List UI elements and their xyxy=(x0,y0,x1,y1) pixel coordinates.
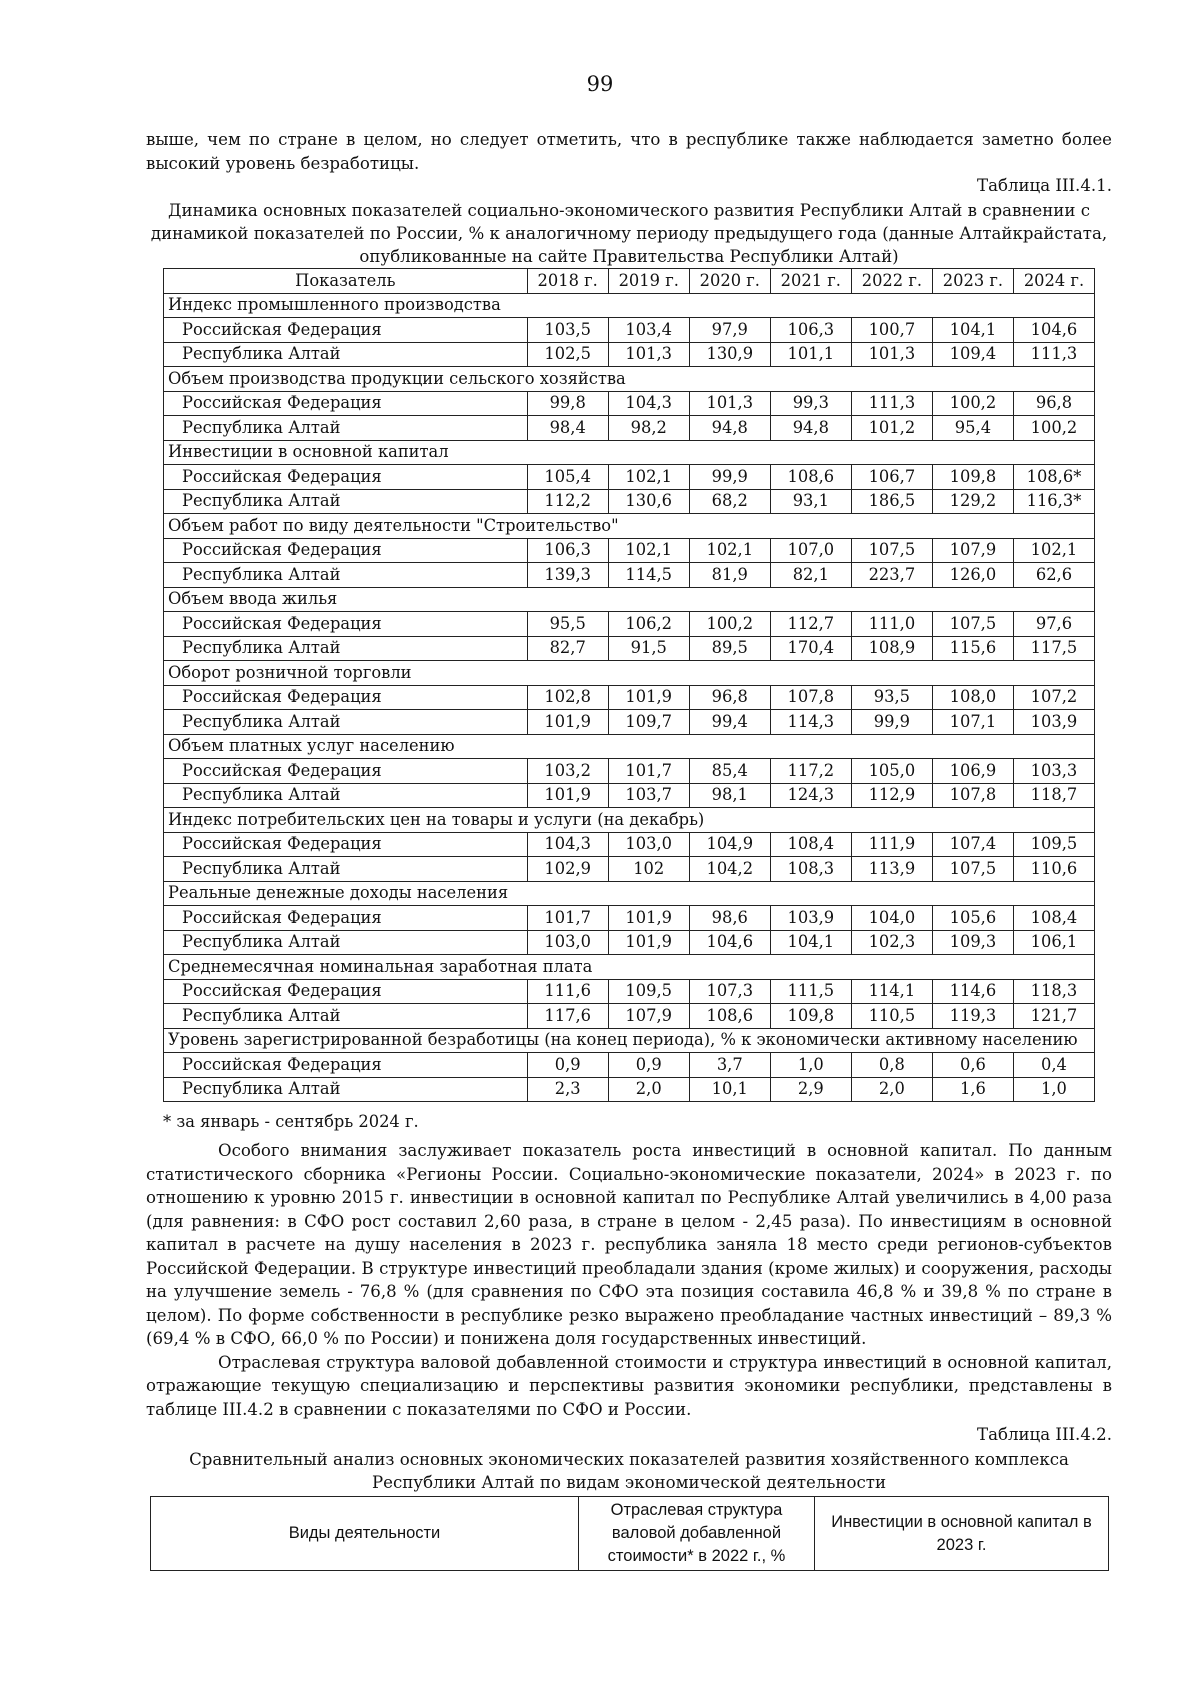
value-cell: 101,1 xyxy=(770,342,851,367)
region-label: Российская Федерация xyxy=(164,465,528,490)
value-cell: 104,6 xyxy=(1013,318,1094,343)
value-cell: 108,4 xyxy=(770,832,851,857)
value-cell: 186,5 xyxy=(851,489,932,514)
region-label: Республика Алтай xyxy=(164,416,528,441)
value-cell: 94,8 xyxy=(689,416,770,441)
value-cell: 104,1 xyxy=(932,318,1013,343)
table2-header-row xyxy=(151,1497,1109,1571)
table-row xyxy=(164,783,1095,808)
value-cell: 0,6 xyxy=(932,1053,1013,1078)
paragraph: Отраслевая структура валовой добавленной стоимости и структура инвестиций в основной капитал, отражающие текущую специализацию и перспективы развития экономики республики, представлены в таблице III.4.2 в сравнении с показателями по СФО и России. xyxy=(146,1352,1112,1419)
value-cell: 107,8 xyxy=(932,783,1013,808)
value-cell: 107,9 xyxy=(608,1004,689,1029)
region-label: Российская Федерация xyxy=(164,391,528,416)
table1-title: Динамика основных показателей социально-экономического развития Республики Алтай в сравнении с динамикой показателей по России, % к аналогичному периоду предыдущего года (данные Алтайкрайстата, опубликованные на сайте Правительства Республики Алтай) xyxy=(150,201,1108,266)
value-cell: 111,5 xyxy=(770,979,851,1004)
value-cell: 93,1 xyxy=(770,489,851,514)
table1-group-row xyxy=(164,661,1095,686)
value-cell: 113,9 xyxy=(851,857,932,882)
value-cell: 102,9 xyxy=(527,857,608,882)
value-cell: 101,9 xyxy=(527,783,608,808)
value-cell: 98,4 xyxy=(527,416,608,441)
region-label: Российская Федерация xyxy=(164,612,528,637)
value-cell: 103,3 xyxy=(1013,759,1094,784)
value-cell: 110,6 xyxy=(1013,857,1094,882)
value-cell: 100,7 xyxy=(851,318,932,343)
value-cell: 96,8 xyxy=(689,685,770,710)
table-row xyxy=(164,563,1095,588)
value-cell: 109,4 xyxy=(932,342,1013,367)
table1-group-row xyxy=(164,293,1095,318)
value-cell: 117,2 xyxy=(770,759,851,784)
region-label: Республика Алтай xyxy=(164,710,528,735)
table-row xyxy=(164,465,1095,490)
value-cell: 114,1 xyxy=(851,979,932,1004)
table-row xyxy=(164,685,1095,710)
value-cell: 108,6 xyxy=(689,1004,770,1029)
value-cell: 108,3 xyxy=(770,857,851,882)
value-cell: 3,7 xyxy=(689,1053,770,1078)
value-cell: 107,3 xyxy=(689,979,770,1004)
indicator-group-label: Инвестиции в основной капитал xyxy=(164,440,1095,465)
table-row xyxy=(164,979,1095,1004)
header-cell: 2019 г. xyxy=(608,269,689,294)
header-cell: 2020 г. xyxy=(689,269,770,294)
value-cell: 91,5 xyxy=(608,636,689,661)
table-row xyxy=(164,1004,1095,1029)
value-cell: 104,3 xyxy=(608,391,689,416)
value-cell: 98,1 xyxy=(689,783,770,808)
value-cell: 103,9 xyxy=(1013,710,1094,735)
value-cell: 129,2 xyxy=(932,489,1013,514)
value-cell: 126,0 xyxy=(932,563,1013,588)
indicator-group-label: Объем производства продукции сельского хозяйства xyxy=(164,367,1095,392)
value-cell: 124,3 xyxy=(770,783,851,808)
value-cell: 107,5 xyxy=(851,538,932,563)
table1-footnote: * за январь - сентябрь 2024 г. xyxy=(163,1112,419,1131)
table-row xyxy=(164,857,1095,882)
value-cell: 0,4 xyxy=(1013,1053,1094,1078)
value-cell: 62,6 xyxy=(1013,563,1094,588)
table-row xyxy=(164,318,1095,343)
header-cell: Виды деятельности xyxy=(151,1497,579,1571)
table-row xyxy=(164,930,1095,955)
table1-group-row xyxy=(164,734,1095,759)
value-cell: 106,3 xyxy=(527,538,608,563)
value-cell: 82,1 xyxy=(770,563,851,588)
value-cell: 111,9 xyxy=(851,832,932,857)
value-cell: 104,9 xyxy=(689,832,770,857)
value-cell: 170,4 xyxy=(770,636,851,661)
value-cell: 130,9 xyxy=(689,342,770,367)
value-cell: 68,2 xyxy=(689,489,770,514)
value-cell: 102,8 xyxy=(527,685,608,710)
value-cell: 96,8 xyxy=(1013,391,1094,416)
intro-paragraph: выше, чем по стране в целом, но следует отметить, что в республике также наблюдается заметно более высокий уровень безработицы. xyxy=(146,130,1112,173)
page-number: 99 xyxy=(586,72,614,96)
value-cell: 103,5 xyxy=(527,318,608,343)
value-cell: 112,2 xyxy=(527,489,608,514)
region-label: Республика Алтай xyxy=(164,1004,528,1029)
value-cell: 223,7 xyxy=(851,563,932,588)
value-cell: 102 xyxy=(608,857,689,882)
value-cell: 2,0 xyxy=(608,1077,689,1102)
value-cell: 82,7 xyxy=(527,636,608,661)
value-cell: 101,3 xyxy=(689,391,770,416)
value-cell: 101,3 xyxy=(608,342,689,367)
value-cell: 107,5 xyxy=(932,857,1013,882)
table-row xyxy=(164,416,1095,441)
table-row xyxy=(164,1053,1095,1078)
value-cell: 100,2 xyxy=(1013,416,1094,441)
value-cell: 99,9 xyxy=(689,465,770,490)
value-cell: 101,3 xyxy=(851,342,932,367)
value-cell: 0,8 xyxy=(851,1053,932,1078)
value-cell: 107,4 xyxy=(932,832,1013,857)
value-cell: 119,3 xyxy=(932,1004,1013,1029)
value-cell: 103,0 xyxy=(527,930,608,955)
value-cell: 109,7 xyxy=(608,710,689,735)
value-cell: 0,9 xyxy=(527,1053,608,1078)
value-cell: 2,0 xyxy=(851,1077,932,1102)
value-cell: 107,1 xyxy=(932,710,1013,735)
value-cell: 85,4 xyxy=(689,759,770,784)
value-cell: 116,3* xyxy=(1013,489,1094,514)
value-cell: 112,9 xyxy=(851,783,932,808)
indicator-group-label: Реальные денежные доходы населения xyxy=(164,881,1095,906)
value-cell: 111,0 xyxy=(851,612,932,637)
region-label: Республика Алтай xyxy=(164,930,528,955)
header-cell: 2024 г. xyxy=(1013,269,1094,294)
table1 xyxy=(163,268,1095,1102)
value-cell: 97,6 xyxy=(1013,612,1094,637)
region-label: Российская Федерация xyxy=(164,979,528,1004)
indicator-group-label: Индекс потребительских цен на товары и услуги (на декабрь) xyxy=(164,808,1095,833)
value-cell: 104,6 xyxy=(689,930,770,955)
value-cell: 102,1 xyxy=(1013,538,1094,563)
value-cell: 106,7 xyxy=(851,465,932,490)
indicator-group-label: Объем платных услуг населению xyxy=(164,734,1095,759)
value-cell: 10,1 xyxy=(689,1077,770,1102)
value-cell: 117,5 xyxy=(1013,636,1094,661)
body-text xyxy=(146,1139,1112,1421)
value-cell: 1,0 xyxy=(1013,1077,1094,1102)
value-cell: 107,5 xyxy=(932,612,1013,637)
header-cell: 2018 г. xyxy=(527,269,608,294)
value-cell: 102,3 xyxy=(851,930,932,955)
value-cell: 112,7 xyxy=(770,612,851,637)
table1-group-row xyxy=(164,1028,1095,1053)
value-cell: 107,8 xyxy=(770,685,851,710)
value-cell: 104,0 xyxy=(851,906,932,931)
table-row xyxy=(164,832,1095,857)
value-cell: 118,3 xyxy=(1013,979,1094,1004)
table-row xyxy=(164,391,1095,416)
table-row xyxy=(164,710,1095,735)
value-cell: 102,1 xyxy=(608,538,689,563)
value-cell: 108,6* xyxy=(1013,465,1094,490)
value-cell: 104,1 xyxy=(770,930,851,955)
region-label: Республика Алтай xyxy=(164,783,528,808)
value-cell: 111,3 xyxy=(1013,342,1094,367)
value-cell: 2,9 xyxy=(770,1077,851,1102)
value-cell: 111,3 xyxy=(851,391,932,416)
value-cell: 104,2 xyxy=(689,857,770,882)
value-cell: 103,2 xyxy=(527,759,608,784)
indicator-group-label: Уровень зарегистрированной безработицы (на конец периода), % к экономически активному населению xyxy=(164,1028,1095,1053)
table2-title: Сравнительный анализ основных экономических показателей развития хозяйственного комплекса Республики Алтай по видам экономической деятельности xyxy=(189,1450,1069,1492)
value-cell: 109,5 xyxy=(1013,832,1094,857)
value-cell: 97,9 xyxy=(689,318,770,343)
value-cell: 117,6 xyxy=(527,1004,608,1029)
header-cell: 2023 г. xyxy=(932,269,1013,294)
table1-group-row xyxy=(164,367,1095,392)
region-label: Республика Алтай xyxy=(164,342,528,367)
table1-group-row xyxy=(164,955,1095,980)
table-row xyxy=(164,612,1095,637)
value-cell: 102,1 xyxy=(608,465,689,490)
table-row xyxy=(164,906,1095,931)
value-cell: 101,7 xyxy=(527,906,608,931)
value-cell: 0,9 xyxy=(608,1053,689,1078)
value-cell: 99,8 xyxy=(527,391,608,416)
header-cell: Инвестиции в основной капитал в 2023 г. xyxy=(815,1497,1109,1571)
value-cell: 94,8 xyxy=(770,416,851,441)
table-row xyxy=(164,489,1095,514)
value-cell: 107,2 xyxy=(1013,685,1094,710)
table2 xyxy=(150,1496,1109,1571)
value-cell: 109,5 xyxy=(608,979,689,1004)
table1-caption: Таблица III.4.1. xyxy=(977,176,1112,195)
header-cell: Отраслевая структура валовой добавленной стоимости* в 2022 г., % xyxy=(579,1497,815,1571)
value-cell: 107,0 xyxy=(770,538,851,563)
value-cell: 109,3 xyxy=(932,930,1013,955)
value-cell: 107,9 xyxy=(932,538,1013,563)
value-cell: 114,5 xyxy=(608,563,689,588)
value-cell: 114,3 xyxy=(770,710,851,735)
table1-group-row xyxy=(164,514,1095,539)
value-cell: 108,0 xyxy=(932,685,1013,710)
paragraph: Особого внимания заслуживает показатель роста инвестиций в основной капитал. По данным статистического сборника «Регионы России. Социально-экономические показатели, 2024» в 2023 г. по отношению к уровню 2015 г. инвестиции в основной капитал по Республике Алтай увеличились в 4,00 раза (для равнения: в СФО рост составил 2,60 раза, в стране в целом - 2,45 раза). По инвестициям в основной капитал в расчете на душу населения в 2023 г. республика заняла 18 место среди регионов-субъектов Российской Федерации. В структуре инвестиций преобладали здания (кроме жилых) и сооружения, расходы на улучшение земель - 76,8 % (для сравнения по СФО эта позиция составила 46,8 % и 39,8 % по стране в целом). По форме собственности в республике резко выражено преобладание частных инвестиций – 89,3 % (69,4 % в СФО, 66,0 % по России) и понижена доля государственных инвестиций. xyxy=(146,1141,1112,1348)
value-cell: 89,5 xyxy=(689,636,770,661)
value-cell: 101,9 xyxy=(608,685,689,710)
value-cell: 108,4 xyxy=(1013,906,1094,931)
value-cell: 95,4 xyxy=(932,416,1013,441)
header-cell: Показатель xyxy=(164,269,528,294)
region-label: Республика Алтай xyxy=(164,489,528,514)
table1-body xyxy=(164,293,1095,1102)
value-cell: 103,9 xyxy=(770,906,851,931)
value-cell: 108,9 xyxy=(851,636,932,661)
region-label: Республика Алтай xyxy=(164,1077,528,1102)
value-cell: 95,5 xyxy=(527,612,608,637)
table-row xyxy=(164,759,1095,784)
value-cell: 101,9 xyxy=(608,930,689,955)
value-cell: 81,9 xyxy=(689,563,770,588)
table2-caption: Таблица III.4.2. xyxy=(977,1425,1112,1444)
value-cell: 114,6 xyxy=(932,979,1013,1004)
indicator-group-label: Оборот розничной торговли xyxy=(164,661,1095,686)
indicator-group-label: Объем ввода жилья xyxy=(164,587,1095,612)
value-cell: 101,2 xyxy=(851,416,932,441)
table1-group-row xyxy=(164,440,1095,465)
region-label: Российская Федерация xyxy=(164,759,528,784)
region-label: Российская Федерация xyxy=(164,685,528,710)
value-cell: 2,3 xyxy=(527,1077,608,1102)
value-cell: 100,2 xyxy=(932,391,1013,416)
value-cell: 101,7 xyxy=(608,759,689,784)
value-cell: 101,9 xyxy=(608,906,689,931)
region-label: Республика Алтай xyxy=(164,563,528,588)
table1-group-row xyxy=(164,808,1095,833)
value-cell: 130,6 xyxy=(608,489,689,514)
value-cell: 139,3 xyxy=(527,563,608,588)
region-label: Российская Федерация xyxy=(164,1053,528,1078)
region-label: Российская Федерация xyxy=(164,538,528,563)
table-row xyxy=(164,636,1095,661)
value-cell: 93,5 xyxy=(851,685,932,710)
value-cell: 102,5 xyxy=(527,342,608,367)
value-cell: 105,6 xyxy=(932,906,1013,931)
region-label: Российская Федерация xyxy=(164,832,528,857)
value-cell: 105,4 xyxy=(527,465,608,490)
value-cell: 109,8 xyxy=(770,1004,851,1029)
value-cell: 99,3 xyxy=(770,391,851,416)
value-cell: 1,0 xyxy=(770,1053,851,1078)
table1-header-row xyxy=(164,269,1095,294)
indicator-group-label: Объем работ по виду деятельности "Строительство" xyxy=(164,514,1095,539)
value-cell: 103,4 xyxy=(608,318,689,343)
table-row xyxy=(164,1077,1095,1102)
region-label: Российская Федерация xyxy=(164,318,528,343)
value-cell: 100,2 xyxy=(689,612,770,637)
indicator-group-label: Индекс промышленного производства xyxy=(164,293,1095,318)
value-cell: 118,7 xyxy=(1013,783,1094,808)
value-cell: 102,1 xyxy=(689,538,770,563)
indicator-group-label: Среднемесячная номинальная заработная плата xyxy=(164,955,1095,980)
table-row xyxy=(164,342,1095,367)
region-label: Российская Федерация xyxy=(164,906,528,931)
value-cell: 106,3 xyxy=(770,318,851,343)
value-cell: 98,2 xyxy=(608,416,689,441)
value-cell: 115,6 xyxy=(932,636,1013,661)
value-cell: 98,6 xyxy=(689,906,770,931)
table-row xyxy=(164,538,1095,563)
value-cell: 99,4 xyxy=(689,710,770,735)
value-cell: 110,5 xyxy=(851,1004,932,1029)
value-cell: 101,9 xyxy=(527,710,608,735)
value-cell: 106,9 xyxy=(932,759,1013,784)
value-cell: 1,6 xyxy=(932,1077,1013,1102)
value-cell: 105,0 xyxy=(851,759,932,784)
header-cell: 2022 г. xyxy=(851,269,932,294)
region-label: Республика Алтай xyxy=(164,636,528,661)
value-cell: 104,3 xyxy=(527,832,608,857)
value-cell: 108,6 xyxy=(770,465,851,490)
header-cell: 2021 г. xyxy=(770,269,851,294)
value-cell: 106,1 xyxy=(1013,930,1094,955)
value-cell: 103,7 xyxy=(608,783,689,808)
value-cell: 109,8 xyxy=(932,465,1013,490)
value-cell: 106,2 xyxy=(608,612,689,637)
value-cell: 103,0 xyxy=(608,832,689,857)
table1-group-row xyxy=(164,881,1095,906)
value-cell: 111,6 xyxy=(527,979,608,1004)
value-cell: 99,9 xyxy=(851,710,932,735)
table1-group-row xyxy=(164,587,1095,612)
value-cell: 121,7 xyxy=(1013,1004,1094,1029)
region-label: Республика Алтай xyxy=(164,857,528,882)
